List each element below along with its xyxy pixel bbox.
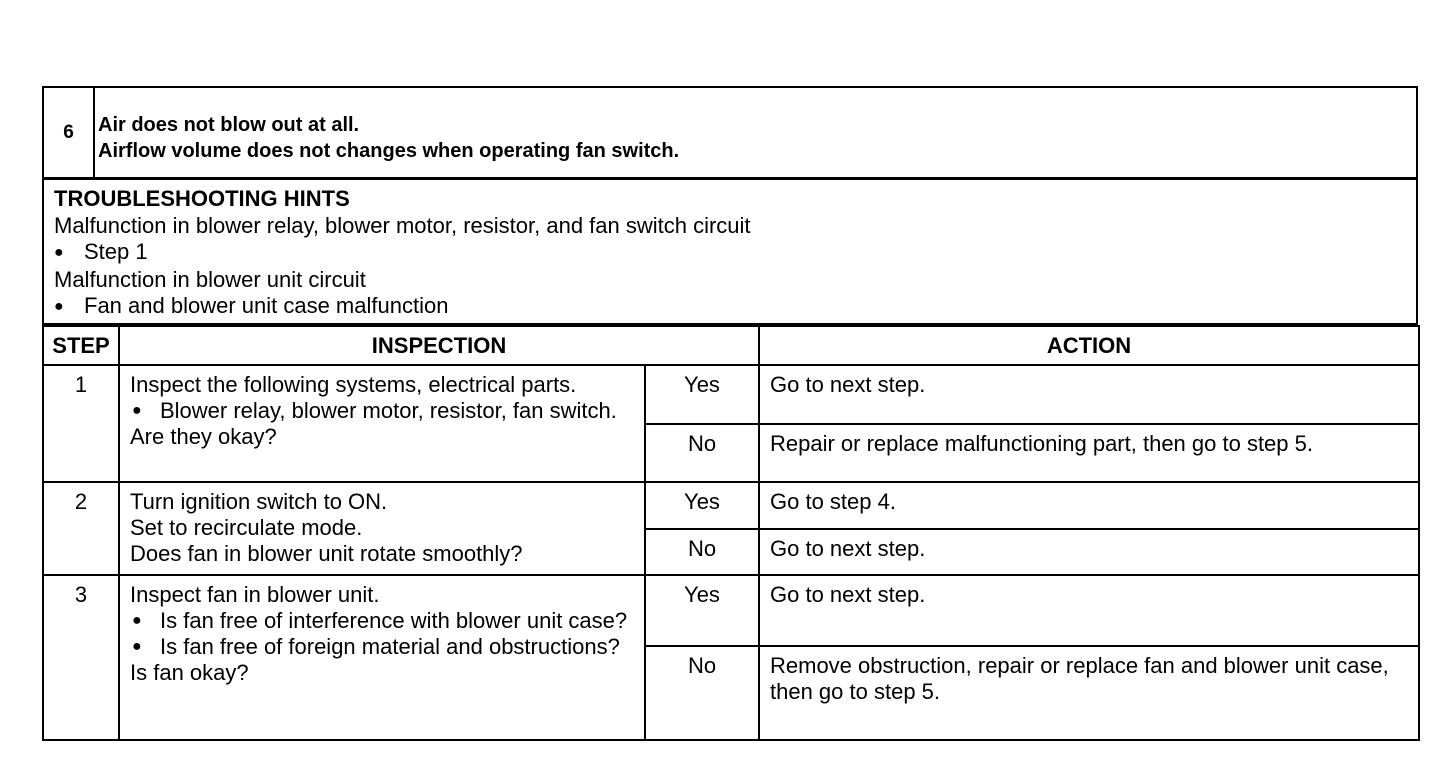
table-row [43, 365, 1419, 424]
hint-bullet-text: Fan and blower unit case malfunction [84, 293, 449, 318]
inspection-cell [119, 575, 645, 740]
table-row [43, 482, 1419, 529]
no-label: No [645, 424, 759, 482]
problem-symptoms [98, 112, 679, 164]
inspection-cell [119, 365, 645, 482]
symptom-line: Air does not blow out at all. [98, 114, 360, 136]
symptom-line: Airflow volume does not changes when operating fan switch. [98, 140, 680, 162]
step-number: 1 [43, 365, 119, 482]
header-step: STEP [43, 326, 119, 365]
header-action: ACTION [759, 326, 1419, 365]
table-row [43, 575, 1419, 646]
yes-action: Go to next step. [759, 575, 1419, 646]
inspection-line: Are they okay? [130, 424, 277, 449]
no-label: No [645, 529, 759, 575]
table-header-row [43, 326, 1419, 365]
problem-number: 6 [44, 88, 95, 177]
bullet-icon: ● [132, 402, 142, 419]
inspection-line: Does fan in blower unit rotate smoothly? [130, 541, 523, 566]
inspection-bullet-text: Is fan free of interference with blower unit case? [160, 608, 628, 633]
inspection-bullet [130, 634, 634, 660]
inspection-line: Inspect fan in blower unit. [130, 582, 380, 607]
yes-label: Yes [645, 575, 759, 646]
yes-action: Go to step 4. [759, 482, 1419, 529]
inspection-bullet [130, 398, 634, 424]
step-number: 3 [43, 575, 119, 740]
yes-action: Go to next step. [759, 365, 1419, 424]
bullet-icon: ● [54, 244, 64, 261]
no-action: Go to next step. [759, 529, 1419, 575]
bullet-icon: ● [54, 298, 64, 315]
yes-label: Yes [645, 482, 759, 529]
inspection-bullet-text: Blower relay, blower motor, resistor, fan switch. [160, 398, 617, 423]
no-label: No [645, 646, 759, 740]
inspection-bullet [130, 608, 634, 634]
hint-bullet-text: Step 1 [84, 239, 148, 264]
hints-heading: TROUBLESHOOTING HINTS [54, 186, 350, 211]
inspection-line: Set to recirculate mode. [130, 515, 363, 540]
header-inspection: INSPECTION [119, 326, 759, 365]
bullet-icon: ● [132, 612, 142, 629]
no-action: Remove obstruction, repair or replace fan and blower unit case, then go to step 5. [759, 646, 1419, 740]
troubleshooting-table [42, 325, 1420, 741]
hint-line: Malfunction in blower relay, blower motor, resistor, and fan switch circuit [54, 212, 751, 238]
hint-bullet-line [54, 293, 751, 321]
inspection-bullet-text: Is fan free of foreign material and obstructions? [160, 634, 620, 659]
no-action: Repair or replace malfunctioning part, then go to step 5. [759, 424, 1419, 482]
bullet-icon: ● [132, 638, 142, 655]
inspection-cell [119, 482, 645, 575]
inspection-line: Inspect the following systems, electrical parts. [130, 372, 577, 397]
hint-line: Malfunction in blower unit circuit [54, 266, 366, 292]
step-rows [43, 365, 1419, 740]
troubleshooting-hints [42, 179, 1418, 325]
problem-header [42, 86, 1418, 180]
step-number: 2 [43, 482, 119, 575]
yes-label: Yes [645, 365, 759, 424]
hint-bullet-line [54, 239, 751, 267]
inspection-line: Is fan okay? [130, 660, 249, 685]
inspection-line: Turn ignition switch to ON. [130, 489, 388, 514]
